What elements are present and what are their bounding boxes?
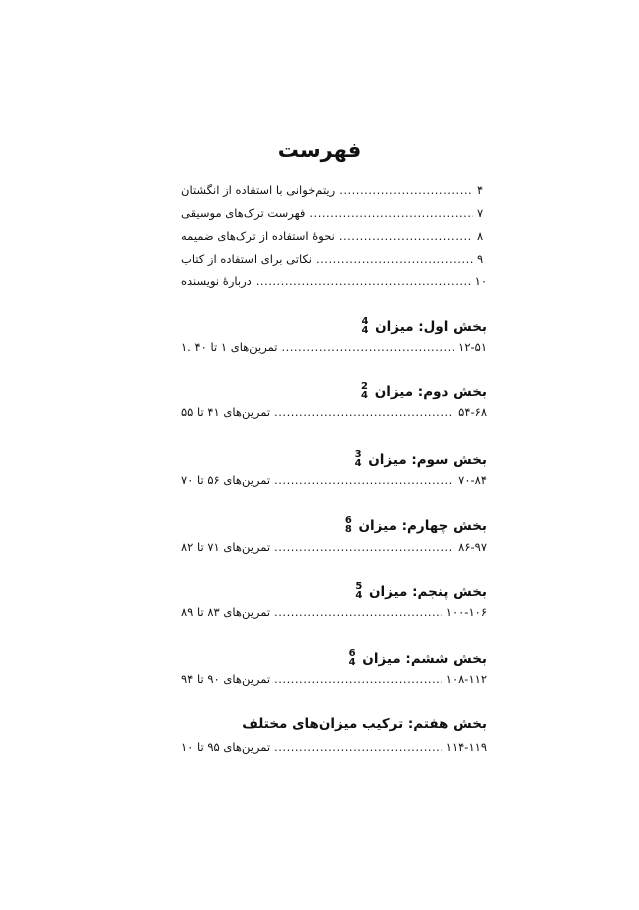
toc-entry-page: ۱۰ [474, 274, 487, 288]
time-signature [355, 582, 362, 600]
toc-entry-page: ۹ [477, 252, 484, 266]
leader-dots [274, 405, 454, 419]
toc-entry[interactable] [181, 252, 487, 272]
time-signature-top: 6 [348, 648, 356, 659]
toc-entry-label: تمرین‌های ۵۶ تا ۷۰ [181, 473, 271, 487]
toc-entry[interactable] [181, 206, 487, 226]
toc-entry-page: ۴ [477, 183, 484, 197]
section-heading-text: بخش هفتم: ترکیب میزان‌های مختلف [242, 716, 487, 732]
leader-dots [316, 252, 473, 266]
leader-dots [256, 274, 471, 288]
toc-entry-page: ۸ [477, 229, 484, 243]
toc-entry-label: دربارهٔ نویسنده [181, 274, 252, 288]
time-signature-top: 2 [361, 381, 368, 392]
time-signature-bottom: 4 [355, 590, 363, 601]
toc-entry[interactable] [181, 274, 487, 294]
time-signature-bottom: 4 [354, 458, 362, 469]
time-signature-bottom: 4 [348, 657, 356, 668]
section-heading-text: بخش پنجم: میزان [369, 584, 487, 600]
toc-entry-label: ۱. تمرین‌های ۱ تا ۴۰ [181, 340, 278, 354]
section-heading-text: بخش اول: میزان [375, 319, 487, 335]
section-heading [181, 650, 487, 668]
leader-dots [309, 206, 473, 220]
toc-entry-page: ۵۴-۶۸ [458, 405, 487, 419]
toc-entry-page: ۱۰۰-۱۰۶ [445, 605, 487, 619]
toc-entry-label: نحوهٔ استفاده از ترک‌های ضمیمه [181, 229, 335, 243]
toc-entry-page: ۱۲-۵۱ [458, 340, 487, 354]
toc-entry-page: ۷۰-۸۴ [458, 473, 487, 487]
section-heading-text: بخش دوم: میزان [374, 384, 487, 400]
leader-dots [274, 672, 442, 686]
leader-dots [274, 740, 442, 754]
section-heading [181, 716, 487, 732]
toc-entry-page: ۱۰۸-۱۱۲ [445, 672, 487, 686]
time-signature-bottom: 4 [361, 390, 368, 401]
leader-dots [274, 473, 454, 487]
toc-entry-label: نکاتی برای استفاده از کتاب [181, 252, 312, 266]
toc-entry[interactable] [181, 183, 487, 203]
time-signature-top: 5 [355, 581, 363, 592]
toc-entry-page: ۸۶-۹۷ [458, 540, 487, 554]
toc-entry-label: تمرین‌های ۹۵ تا ۱۰ [181, 740, 271, 754]
leader-dots [274, 540, 454, 554]
section-heading-text: بخش سوم: میزان [368, 452, 487, 468]
time-signature-top: 6 [344, 515, 352, 526]
time-signature [345, 516, 352, 534]
section-heading [181, 451, 487, 469]
section-heading [181, 383, 487, 401]
toc-entry-label: فهرست ترک‌های موسیقی [181, 206, 306, 220]
toc-entry[interactable] [181, 540, 487, 560]
toc-entry-label: تمرین‌های ۹۰ تا ۹۴ [181, 672, 271, 686]
leader-dots [274, 605, 442, 619]
toc-entry[interactable] [181, 473, 487, 493]
toc-entry[interactable] [181, 605, 487, 625]
time-signature-top: 4 [361, 316, 369, 327]
toc-entry[interactable] [181, 405, 487, 425]
toc-entry[interactable] [181, 672, 487, 692]
time-signature-top: 3 [354, 449, 362, 460]
time-signature [355, 450, 362, 468]
toc-entry-page: ۱۱۴-۱۱۹ [445, 740, 487, 754]
leader-dots [281, 340, 454, 354]
toc-entry-label: تمرین‌های ۸۳ تا ۸۹ [181, 605, 271, 619]
page-title: فهرست [277, 138, 362, 162]
section-heading-text: بخش ششم: میزان [362, 651, 487, 667]
time-signature-bottom: 4 [361, 325, 369, 336]
toc-entry-label: تمرین‌های ۴۱ تا ۵۵ [181, 405, 271, 419]
toc-entry-label: ریتم‌خوانی با استفاده از انگشتان [181, 183, 336, 197]
toc-entry[interactable] [181, 340, 487, 360]
leader-dots [339, 183, 473, 197]
section-heading [181, 517, 487, 535]
section-heading-text: بخش چهارم: میزان [358, 518, 487, 534]
section-heading [181, 318, 487, 336]
time-signature [349, 649, 356, 667]
time-signature [361, 317, 368, 335]
section-heading [181, 583, 487, 601]
leader-dots [339, 229, 473, 243]
toc-entry-label: تمرین‌های ۷۱ تا ۸۲ [181, 540, 271, 554]
toc-entry[interactable] [181, 740, 487, 760]
toc-entry[interactable] [181, 229, 487, 249]
toc-entry-page: ۷ [477, 206, 484, 220]
time-signature-bottom: 8 [344, 524, 352, 535]
time-signature [361, 382, 368, 400]
